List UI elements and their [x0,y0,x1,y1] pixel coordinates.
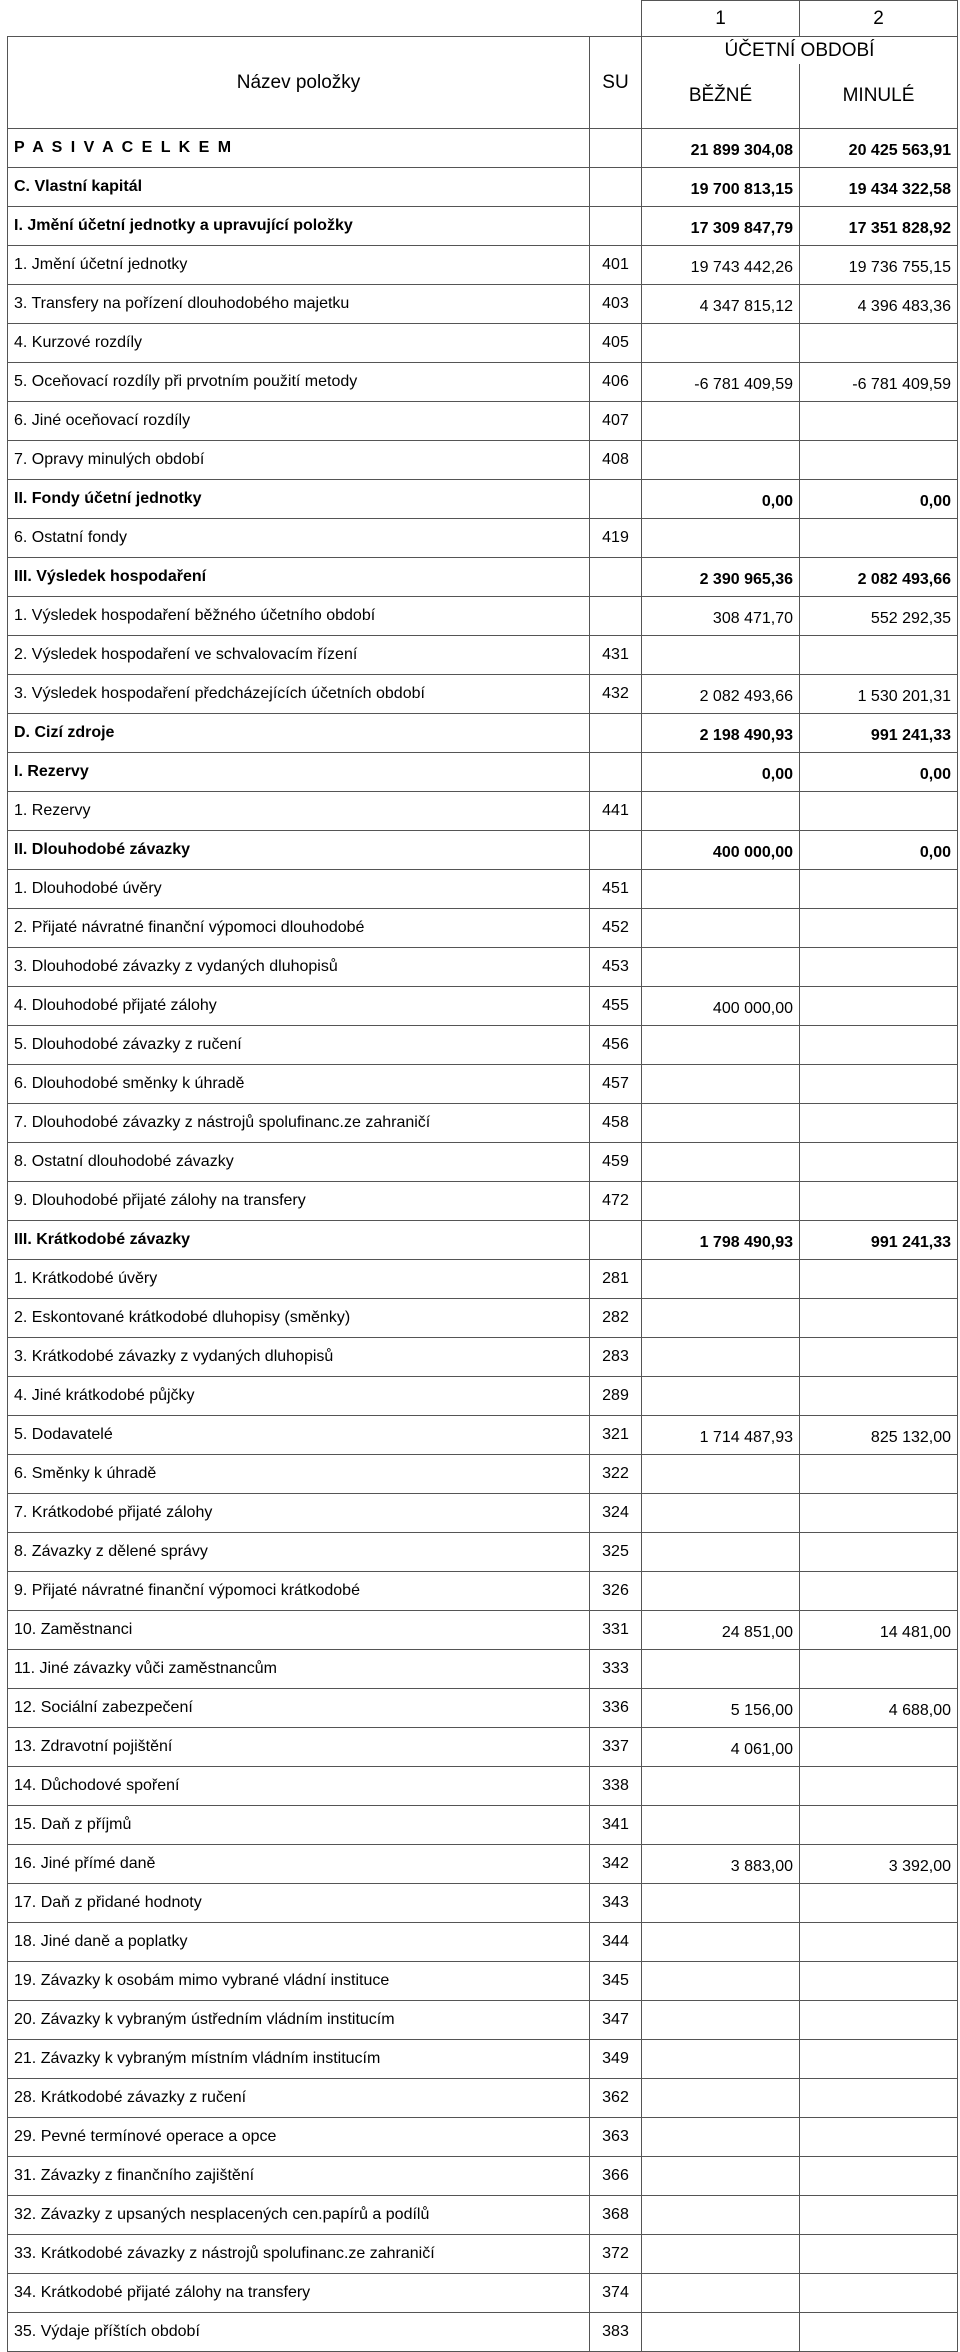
row-su-code: 432 [590,675,642,714]
column-header-previous: MINULÉ [800,64,958,129]
table-row [8,2235,958,2274]
header-blank-name [8,1,590,37]
row-name: 4. Jiné krátkodobé půjčky [8,1377,590,1416]
table-row [8,831,958,870]
row-su-code: 322 [590,1455,642,1494]
row-value-previous [800,1650,958,1689]
table-row [8,714,958,753]
row-su-code: 324 [590,1494,642,1533]
row-value-current [642,1494,800,1533]
row-value-current [642,1260,800,1299]
row-value-previous [800,1728,958,1767]
row-value-previous [800,519,958,558]
column-header-current: BĚŽNÉ [642,64,800,129]
row-value-current [642,1065,800,1104]
row-value-current [642,636,800,675]
row-value-current [642,2040,800,2079]
row-su-code [590,714,642,753]
row-value-previous: 2 082 493,66 [800,558,958,597]
row-value-previous: 19 736 755,15 [800,246,958,285]
row-su-code: 452 [590,909,642,948]
row-name: 3. Transfery na pořízení dlouhodobého majetku [8,285,590,324]
row-value-current [642,1338,800,1377]
row-su-code: 368 [590,2196,642,2235]
row-value-current [642,870,800,909]
table-row [8,324,958,363]
row-su-code: 403 [590,285,642,324]
row-name: 7. Krátkodobé přijaté zálohy [8,1494,590,1533]
row-su-code: 401 [590,246,642,285]
row-value-current [642,2001,800,2040]
table-row [8,2079,958,2118]
row-name: 4. Dlouhodobé přijaté zálohy [8,987,590,1026]
row-su-code: 431 [590,636,642,675]
row-value-current: 400 000,00 [642,831,800,870]
row-value-previous: 991 241,33 [800,714,958,753]
row-name: 7. Opravy minulých období [8,441,590,480]
table-row [8,1455,958,1494]
row-su-code [590,753,642,792]
table-row [8,1494,958,1533]
row-su-code: 458 [590,1104,642,1143]
row-value-current: 0,00 [642,753,800,792]
row-value-current: 5 156,00 [642,1689,800,1728]
row-name: 3. Dlouhodobé závazky z vydaných dluhopisů [8,948,590,987]
column-number-previous: 2 [800,1,958,37]
row-value-previous: 991 241,33 [800,1221,958,1260]
table-row [8,480,958,519]
row-value-previous [800,1299,958,1338]
row-name: I. Jmění účetní jednotky a upravující položky [8,207,590,246]
row-name: P A S I V A C E L K E M [8,129,590,168]
row-name: 19. Závazky k osobám mimo vybrané vládní instituce [8,1962,590,2001]
row-name: 15. Daň z příjmů [8,1806,590,1845]
row-value-current [642,1923,800,1962]
row-su-code [590,597,642,636]
row-su-code: 419 [590,519,642,558]
row-value-current [642,1182,800,1221]
table-row [8,2196,958,2235]
table-row [8,1689,958,1728]
table-row [8,1611,958,1650]
row-su-code: 456 [590,1026,642,1065]
table-row [8,1806,958,1845]
row-value-current: 19 700 813,15 [642,168,800,207]
row-name: 7. Dlouhodobé závazky z nástrojů spolufinanc.ze zahraničí [8,1104,590,1143]
row-name: 6. Směnky k úhradě [8,1455,590,1494]
row-su-code [590,168,642,207]
row-su-code: 345 [590,1962,642,2001]
row-value-current [642,1767,800,1806]
table-row [8,675,958,714]
row-name: 9. Přijaté návratné finanční výpomoci krátkodobé [8,1572,590,1611]
row-su-code [590,1221,642,1260]
row-value-previous: 552 292,35 [800,597,958,636]
row-name: 32. Závazky z upsaných nesplacených cen.papírů a podílů [8,2196,590,2235]
row-value-previous [800,870,958,909]
row-su-code [590,129,642,168]
table-row [8,1338,958,1377]
row-name: 34. Krátkodobé přijaté zálohy na transfery [8,2274,590,2313]
table-row [8,948,958,987]
row-name: 28. Krátkodobé závazky z ručení [8,2079,590,2118]
row-value-current: 4 347 815,12 [642,285,800,324]
row-value-current [642,324,800,363]
row-value-previous [800,2274,958,2313]
row-value-current: 2 082 493,66 [642,675,800,714]
header-blank-su [590,1,642,37]
table-row [8,636,958,675]
row-su-code: 451 [590,870,642,909]
row-name: 6. Jiné oceňovací rozdíly [8,402,590,441]
row-value-current [642,2313,800,2352]
row-name: 12. Sociální zabezpečení [8,1689,590,1728]
row-su-code: 441 [590,792,642,831]
row-value-previous [800,1455,958,1494]
row-su-code: 406 [590,363,642,402]
row-value-previous: 4 688,00 [800,1689,958,1728]
row-name: 21. Závazky k vybraným místním vládním institucím [8,2040,590,2079]
row-value-current [642,2196,800,2235]
row-value-previous [800,909,958,948]
row-name: 20. Závazky k vybraným ústředním vládním institucím [8,2001,590,2040]
row-value-current: 2 390 965,36 [642,558,800,597]
row-value-previous: 0,00 [800,753,958,792]
row-name: 35. Výdaje příštích období [8,2313,590,2352]
row-value-previous [800,1533,958,1572]
table-row [8,2157,958,2196]
table-row [8,1923,958,1962]
table-row [8,1260,958,1299]
row-su-code: 374 [590,2274,642,2313]
row-value-previous [800,2235,958,2274]
row-name: 8. Závazky z dělené správy [8,1533,590,1572]
row-name: 3. Krátkodobé závazky z vydaných dluhopisů [8,1338,590,1377]
row-value-current [642,1299,800,1338]
table-row [8,1962,958,2001]
row-su-code: 453 [590,948,642,987]
row-value-current [642,1143,800,1182]
table-row [8,441,958,480]
row-su-code: 366 [590,2157,642,2196]
row-value-previous [800,1962,958,2001]
row-value-previous [800,2196,958,2235]
period-title: ÚČETNÍ OBDOBÍ [642,37,958,65]
row-name: 2. Eskontované krátkodobé dluhopisy (směnky) [8,1299,590,1338]
table-row [8,2313,958,2352]
row-name: D. Cizí zdroje [8,714,590,753]
row-value-previous [800,441,958,480]
row-name: I. Rezervy [8,753,590,792]
row-su-code: 333 [590,1650,642,1689]
row-value-current [642,1806,800,1845]
row-su-code: 281 [590,1260,642,1299]
table-row [8,1299,958,1338]
row-value-previous [800,792,958,831]
row-value-previous [800,1572,958,1611]
row-value-previous [800,636,958,675]
row-name: 10. Zaměstnanci [8,1611,590,1650]
table-row [8,363,958,402]
column-header-su: SU [590,37,642,129]
row-su-code: 457 [590,1065,642,1104]
row-value-previous: 825 132,00 [800,1416,958,1455]
row-value-current [642,2274,800,2313]
row-value-previous: 17 351 828,92 [800,207,958,246]
row-su-code [590,558,642,597]
row-su-code: 459 [590,1143,642,1182]
row-value-previous [800,1923,958,1962]
row-name: 33. Krátkodobé závazky z nástrojů spolufinanc.ze zahraničí [8,2235,590,2274]
table-row [8,1104,958,1143]
row-value-current [642,2079,800,2118]
row-value-current [642,1572,800,1611]
row-value-current: -6 781 409,59 [642,363,800,402]
row-value-current: 3 883,00 [642,1845,800,1884]
table-row [8,519,958,558]
row-name: III. Krátkodobé závazky [8,1221,590,1260]
row-su-code: 455 [590,987,642,1026]
row-name: 6. Ostatní fondy [8,519,590,558]
table-row [8,558,958,597]
row-su-code: 383 [590,2313,642,2352]
row-value-current [642,2118,800,2157]
table-row [8,2118,958,2157]
table-row [8,1572,958,1611]
row-value-previous [800,1884,958,1923]
table-row [8,987,958,1026]
table-row [8,285,958,324]
row-su-code: 337 [590,1728,642,1767]
row-value-previous: 1 530 201,31 [800,675,958,714]
row-su-code: 336 [590,1689,642,1728]
row-value-previous [800,2001,958,2040]
row-value-current: 4 061,00 [642,1728,800,1767]
row-su-code: 321 [590,1416,642,1455]
row-value-previous [800,1806,958,1845]
row-su-code: 405 [590,324,642,363]
row-value-current [642,1377,800,1416]
row-name: 14. Důchodové spoření [8,1767,590,1806]
row-su-code: 372 [590,2235,642,2274]
row-value-current [642,1962,800,2001]
row-name: 17. Daň z přidané hodnoty [8,1884,590,1923]
row-value-previous [800,1377,958,1416]
table-row [8,1182,958,1221]
row-value-current [642,402,800,441]
table-row [8,753,958,792]
row-value-current: 17 309 847,79 [642,207,800,246]
row-su-code: 341 [590,1806,642,1845]
row-su-code [590,480,642,519]
row-name: 13. Zdravotní pojištění [8,1728,590,1767]
row-value-previous [800,2157,958,2196]
row-value-previous: 19 434 322,58 [800,168,958,207]
row-value-current: 21 899 304,08 [642,129,800,168]
row-value-previous: 20 425 563,91 [800,129,958,168]
table-row [8,1026,958,1065]
table-row [8,1650,958,1689]
row-su-code: 343 [590,1884,642,1923]
row-su-code: 407 [590,402,642,441]
row-value-current: 1 798 490,93 [642,1221,800,1260]
row-su-code [590,831,642,870]
table-row [8,2040,958,2079]
row-value-current: 19 743 442,26 [642,246,800,285]
liabilities-table [7,0,958,2352]
row-value-previous [800,324,958,363]
row-su-code: 338 [590,1767,642,1806]
row-name: 11. Jiné závazky vůči zaměstnancům [8,1650,590,1689]
table-row [8,1845,958,1884]
row-value-current [642,792,800,831]
row-value-current: 24 851,00 [642,1611,800,1650]
table-row [8,207,958,246]
row-value-current: 2 198 490,93 [642,714,800,753]
table-row [8,597,958,636]
row-name: 5. Dodavatelé [8,1416,590,1455]
row-su-code: 342 [590,1845,642,1884]
row-value-current [642,948,800,987]
row-value-previous [800,1494,958,1533]
row-value-previous [800,402,958,441]
table-row [8,1728,958,1767]
row-name: 18. Jiné daně a poplatky [8,1923,590,1962]
row-su-code: 408 [590,441,642,480]
row-value-current [642,1884,800,1923]
row-value-previous [800,2118,958,2157]
row-name: II. Fondy účetní jednotky [8,480,590,519]
row-value-previous [800,1260,958,1299]
column-header-name: Název položky [8,37,590,129]
row-name: 16. Jiné přímé daně [8,1845,590,1884]
row-name: 1. Krátkodobé úvěry [8,1260,590,1299]
table-row [8,1065,958,1104]
row-name: 2. Přijaté návratné finanční výpomoci dlouhodobé [8,909,590,948]
row-name: 31. Závazky z finančního zajištění [8,2157,590,2196]
row-name: C. Vlastní kapitál [8,168,590,207]
row-value-previous [800,1065,958,1104]
row-value-current [642,2157,800,2196]
row-name: 9. Dlouhodobé přijaté zálohy na transfery [8,1182,590,1221]
row-su-code: 347 [590,2001,642,2040]
row-value-previous [800,1026,958,1065]
row-value-previous [800,1143,958,1182]
table-row [8,1377,958,1416]
row-name: 5. Dlouhodobé závazky z ručení [8,1026,590,1065]
table-row [8,1416,958,1455]
row-name: 29. Pevné termínové operace a opce [8,2118,590,2157]
table-row [8,2001,958,2040]
table-row [8,792,958,831]
row-su-code: 363 [590,2118,642,2157]
row-value-previous [800,987,958,1026]
row-name: 3. Výsledek hospodaření předcházejících účetních období [8,675,590,714]
table-row [8,129,958,168]
row-name: 1. Výsledek hospodaření běžného účetního období [8,597,590,636]
row-value-current: 1 714 487,93 [642,1416,800,1455]
row-value-previous: 0,00 [800,480,958,519]
row-value-previous [800,2079,958,2118]
row-value-previous [800,1338,958,1377]
row-value-current [642,1026,800,1065]
row-su-code: 282 [590,1299,642,1338]
table-row [8,870,958,909]
row-su-code: 283 [590,1338,642,1377]
row-value-current: 400 000,00 [642,987,800,1026]
table-row [8,2274,958,2313]
row-value-current [642,909,800,948]
row-name: 1. Dlouhodobé úvěry [8,870,590,909]
row-value-current [642,1533,800,1572]
table-row [8,1143,958,1182]
row-value-current [642,441,800,480]
row-name: 1. Jmění účetní jednotky [8,246,590,285]
row-value-current: 0,00 [642,480,800,519]
table-row [8,246,958,285]
row-value-previous: -6 781 409,59 [800,363,958,402]
row-value-current [642,519,800,558]
table-row [8,402,958,441]
row-value-previous [800,948,958,987]
row-value-current [642,1104,800,1143]
table-row [8,909,958,948]
table-row [8,1221,958,1260]
row-value-previous [800,2040,958,2079]
row-su-code: 331 [590,1611,642,1650]
table-row [8,1884,958,1923]
row-value-previous [800,1767,958,1806]
row-name: 6. Dlouhodobé směnky k úhradě [8,1065,590,1104]
row-su-code: 362 [590,2079,642,2118]
row-name: 4. Kurzové rozdíly [8,324,590,363]
row-value-current: 308 471,70 [642,597,800,636]
row-value-previous [800,1104,958,1143]
row-name: III. Výsledek hospodaření [8,558,590,597]
row-value-previous: 4 396 483,36 [800,285,958,324]
row-value-previous [800,1182,958,1221]
table-row [8,1767,958,1806]
header-number-row [8,1,958,37]
column-number-current: 1 [642,1,800,37]
row-su-code [590,207,642,246]
row-su-code: 344 [590,1923,642,1962]
row-name: 2. Výsledek hospodaření ve schvalovacím řízení [8,636,590,675]
row-value-current [642,1650,800,1689]
row-name: 1. Rezervy [8,792,590,831]
row-su-code: 289 [590,1377,642,1416]
row-value-current [642,2235,800,2274]
row-value-previous [800,2313,958,2352]
row-name: II. Dlouhodobé závazky [8,831,590,870]
row-su-code: 325 [590,1533,642,1572]
row-su-code: 472 [590,1182,642,1221]
row-name: 5. Oceňovací rozdíly při prvotním použití metody [8,363,590,402]
table-row [8,1533,958,1572]
row-value-previous: 0,00 [800,831,958,870]
table-row [8,168,958,207]
row-value-previous: 3 392,00 [800,1845,958,1884]
row-name: 8. Ostatní dlouhodobé závazky [8,1143,590,1182]
row-su-code: 349 [590,2040,642,2079]
row-value-current [642,1455,800,1494]
header-period-row [8,37,958,65]
row-value-previous: 14 481,00 [800,1611,958,1650]
row-su-code: 326 [590,1572,642,1611]
